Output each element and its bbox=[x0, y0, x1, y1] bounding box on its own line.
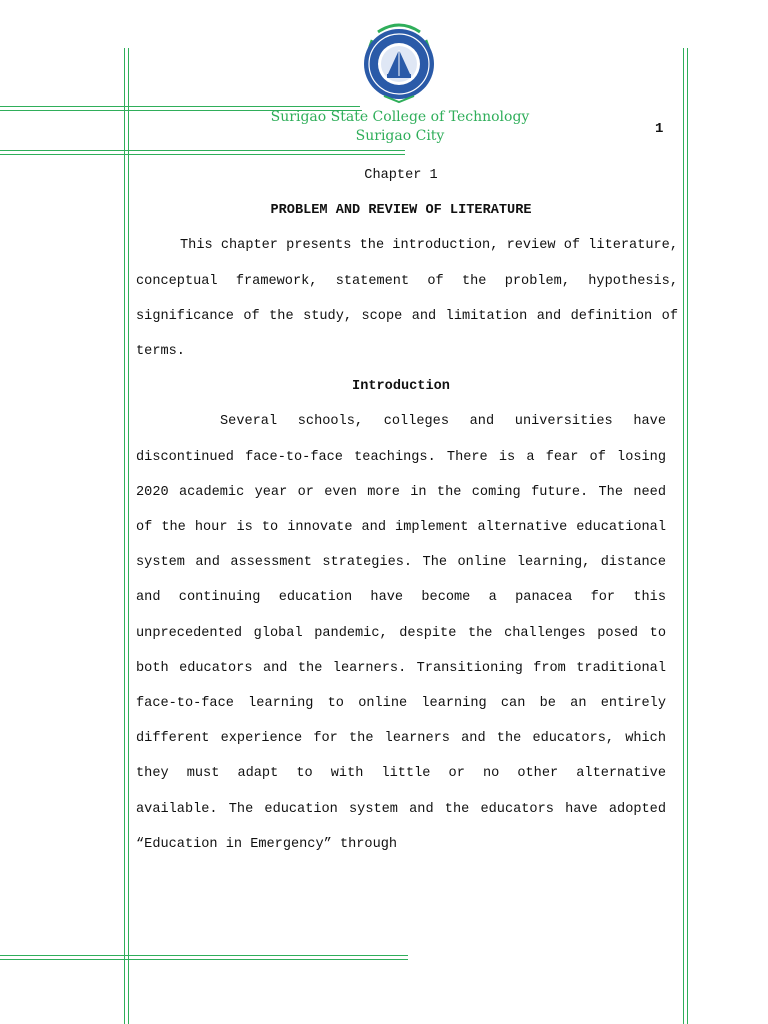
intro-paragraph: This chapter presents the introduction, review of literature, conceptual framework, statement of the problem, hypothesis, significance of the study, scope and limitation and definition of terms. bbox=[136, 238, 678, 360]
header-rule-bottom-2 bbox=[0, 154, 405, 155]
college-seal-logo bbox=[360, 20, 438, 104]
footer-rule-2 bbox=[0, 959, 408, 960]
header-rule-bottom-1 bbox=[0, 150, 405, 151]
introduction-paragraph: Several schools, colleges and universities have discontinued face-to-face teachings. There is a fear of losing 2020 academic year or even more in the coming future. The need of the hour is to innovate and implement alternative educational system and assessment strategies. The online learning, distance and continuing education have become a panacea for this unprecedented global pandemic, despite the challenges posed to both educators and the learners. Transitioning from traditional face-to-face learning to online learning can be an entirely different experience for the learners and the educators, which they must adapt to with little or no other alternative available. The education system and the educators have adopted “Education in Emergency” through bbox=[136, 414, 666, 852]
page-body bbox=[136, 158, 678, 862]
school-city: Surigao City bbox=[355, 128, 445, 144]
header-rule-top-1 bbox=[0, 106, 360, 107]
border-left-line-inner bbox=[128, 48, 129, 1024]
border-left-line-outer bbox=[124, 48, 125, 1024]
chapter-label: Chapter 1 bbox=[364, 168, 438, 183]
section-heading-introduction: Introduction bbox=[352, 379, 450, 395]
page-number: 1 bbox=[655, 121, 664, 137]
chapter-title: PROBLEM AND REVIEW OF LITERATURE bbox=[270, 203, 532, 219]
school-name: Surigao State College of Technology bbox=[270, 109, 530, 125]
footer-rule-1 bbox=[0, 955, 408, 956]
border-right-line-inner bbox=[687, 48, 688, 1024]
border-right-line-outer bbox=[683, 48, 684, 1024]
